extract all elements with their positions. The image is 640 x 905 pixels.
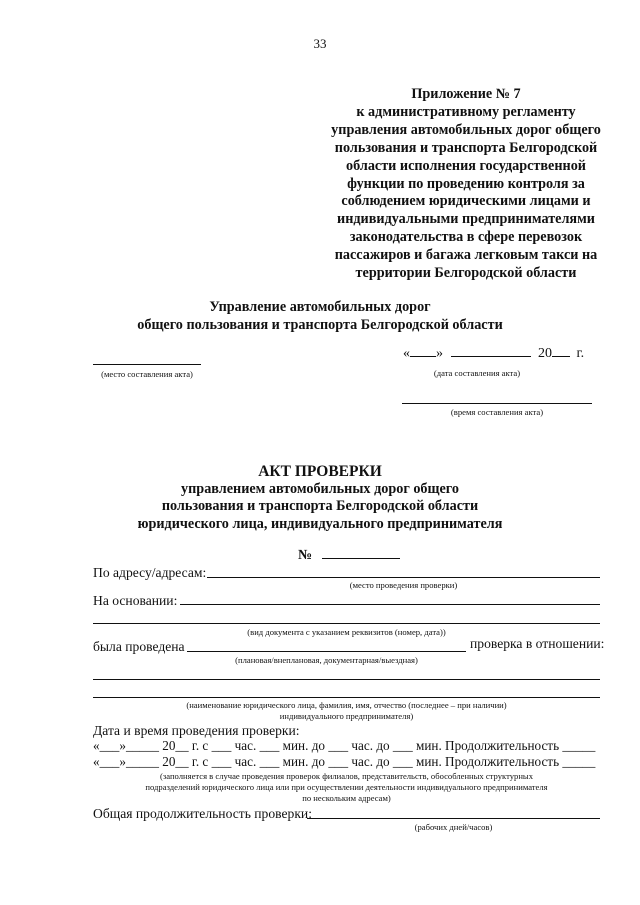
- subject-caption: [93, 700, 600, 722]
- number-blank[interactable]: [322, 558, 400, 559]
- appendix-line: к административному регламенту: [356, 103, 576, 120]
- datetime-label: Дата и время проведения проверки:: [93, 723, 300, 738]
- appendix-line: управления автомобильных дорог общего: [331, 121, 601, 138]
- conducted-caption: (плановая/внеплановая, документарная/выездная): [235, 655, 418, 665]
- basis-field-2[interactable]: [93, 623, 600, 624]
- conducted-field[interactable]: [187, 651, 466, 652]
- total-label: Общая продолжительность проверки:: [93, 806, 312, 821]
- subject-caption-line-1: (наименование юридического лица, фамилия, имя, отчество (последнее – при наличии): [186, 700, 507, 710]
- time-row-1[interactable]: «___»_____ 20__ г. с ___ час. ___ мин. до ___ час. до ___ мин. Продолжительность _____: [93, 738, 596, 753]
- date-year-blank[interactable]: [552, 356, 570, 357]
- total-field[interactable]: [307, 818, 600, 819]
- date-year-prefix: 20: [538, 346, 552, 361]
- appendix-header: [316, 86, 616, 283]
- note-line-3: по нескольким адресам): [302, 793, 391, 803]
- total-caption: (рабочих дней/часов): [414, 822, 493, 832]
- basis-label: На основании:: [93, 593, 178, 608]
- number-label: №: [298, 548, 313, 563]
- note-caption: [93, 771, 600, 804]
- date-day-blank[interactable]: [410, 356, 436, 357]
- subject-field[interactable]: [93, 679, 600, 680]
- act-number: [298, 548, 400, 564]
- act-title: АКТ ПРОВЕРКИ: [258, 463, 382, 480]
- appendix-line: законодательства в сфере перевозок: [349, 229, 583, 246]
- appendix-line: Приложение № 7: [411, 86, 521, 102]
- organization-title: [0, 298, 640, 334]
- appendix-line: функции по проведению контроля за: [347, 175, 585, 192]
- appendix-line: территории Белгородской области: [355, 265, 577, 282]
- time-row-2[interactable]: «___»_____ 20__ г. с ___ час. ___ мин. до ___ час. до ___ мин. Продолжительность _____: [93, 754, 596, 769]
- act-line-1: управлением автомобильных дорог общего: [181, 480, 459, 497]
- place-caption: (место составления акта): [101, 369, 193, 379]
- appendix-line: индивидуальными предпринимателями: [337, 211, 595, 228]
- act-line-2: пользования и транспорта Белгородской области: [161, 498, 479, 515]
- appendix-line: области исполнения государственной: [346, 157, 586, 174]
- appendix-line: пользования и транспорта Белгородской: [334, 139, 598, 156]
- date-caption: (дата составления акта): [433, 368, 521, 378]
- note-line-1: (заполняется в случае проведения проверок филиалов, представительств, обособленных структурных: [160, 771, 533, 781]
- page-number: 33: [313, 36, 327, 51]
- date-year-suffix: г.: [576, 346, 585, 361]
- basis-field[interactable]: [180, 604, 600, 605]
- time-caption: (время составления акта): [450, 407, 544, 417]
- conducted-suffix: проверка в отношении:: [470, 636, 605, 651]
- basis-caption: (вид документа с указанием реквизитов (номер, дата)): [247, 627, 446, 637]
- note-line-2: подразделений юридического лица или при осуществлении деятельности индивидуального предпринимателя: [145, 782, 548, 792]
- appendix-line: пассажиров и багажа легковым такси на: [334, 247, 598, 264]
- address-caption: (место проведения проверки): [349, 580, 458, 590]
- subject-field-2[interactable]: [93, 697, 600, 698]
- address-label: По адресу/адресам:: [93, 565, 207, 580]
- address-field[interactable]: [207, 577, 600, 578]
- date-month-blank[interactable]: [451, 356, 531, 357]
- place-field[interactable]: [93, 364, 201, 365]
- act-title-block: [0, 463, 640, 533]
- date-open-quote: «: [403, 346, 410, 361]
- conducted-label: была проведена: [93, 639, 185, 654]
- date-close-quote: »: [436, 346, 443, 361]
- subject-caption-line-2: индивидуального предпринимателя): [279, 711, 414, 721]
- time-field[interactable]: [402, 403, 592, 404]
- act-line-3: юридического лица, индивидуального предпринимателя: [137, 515, 503, 532]
- organization-line-1: Управление автомобильных дорог: [209, 299, 431, 315]
- date-field: [403, 346, 584, 362]
- organization-line-2: общего пользования и транспорта Белгородской области: [137, 317, 503, 333]
- appendix-line: соблюдением юридическими лицами и: [341, 193, 591, 210]
